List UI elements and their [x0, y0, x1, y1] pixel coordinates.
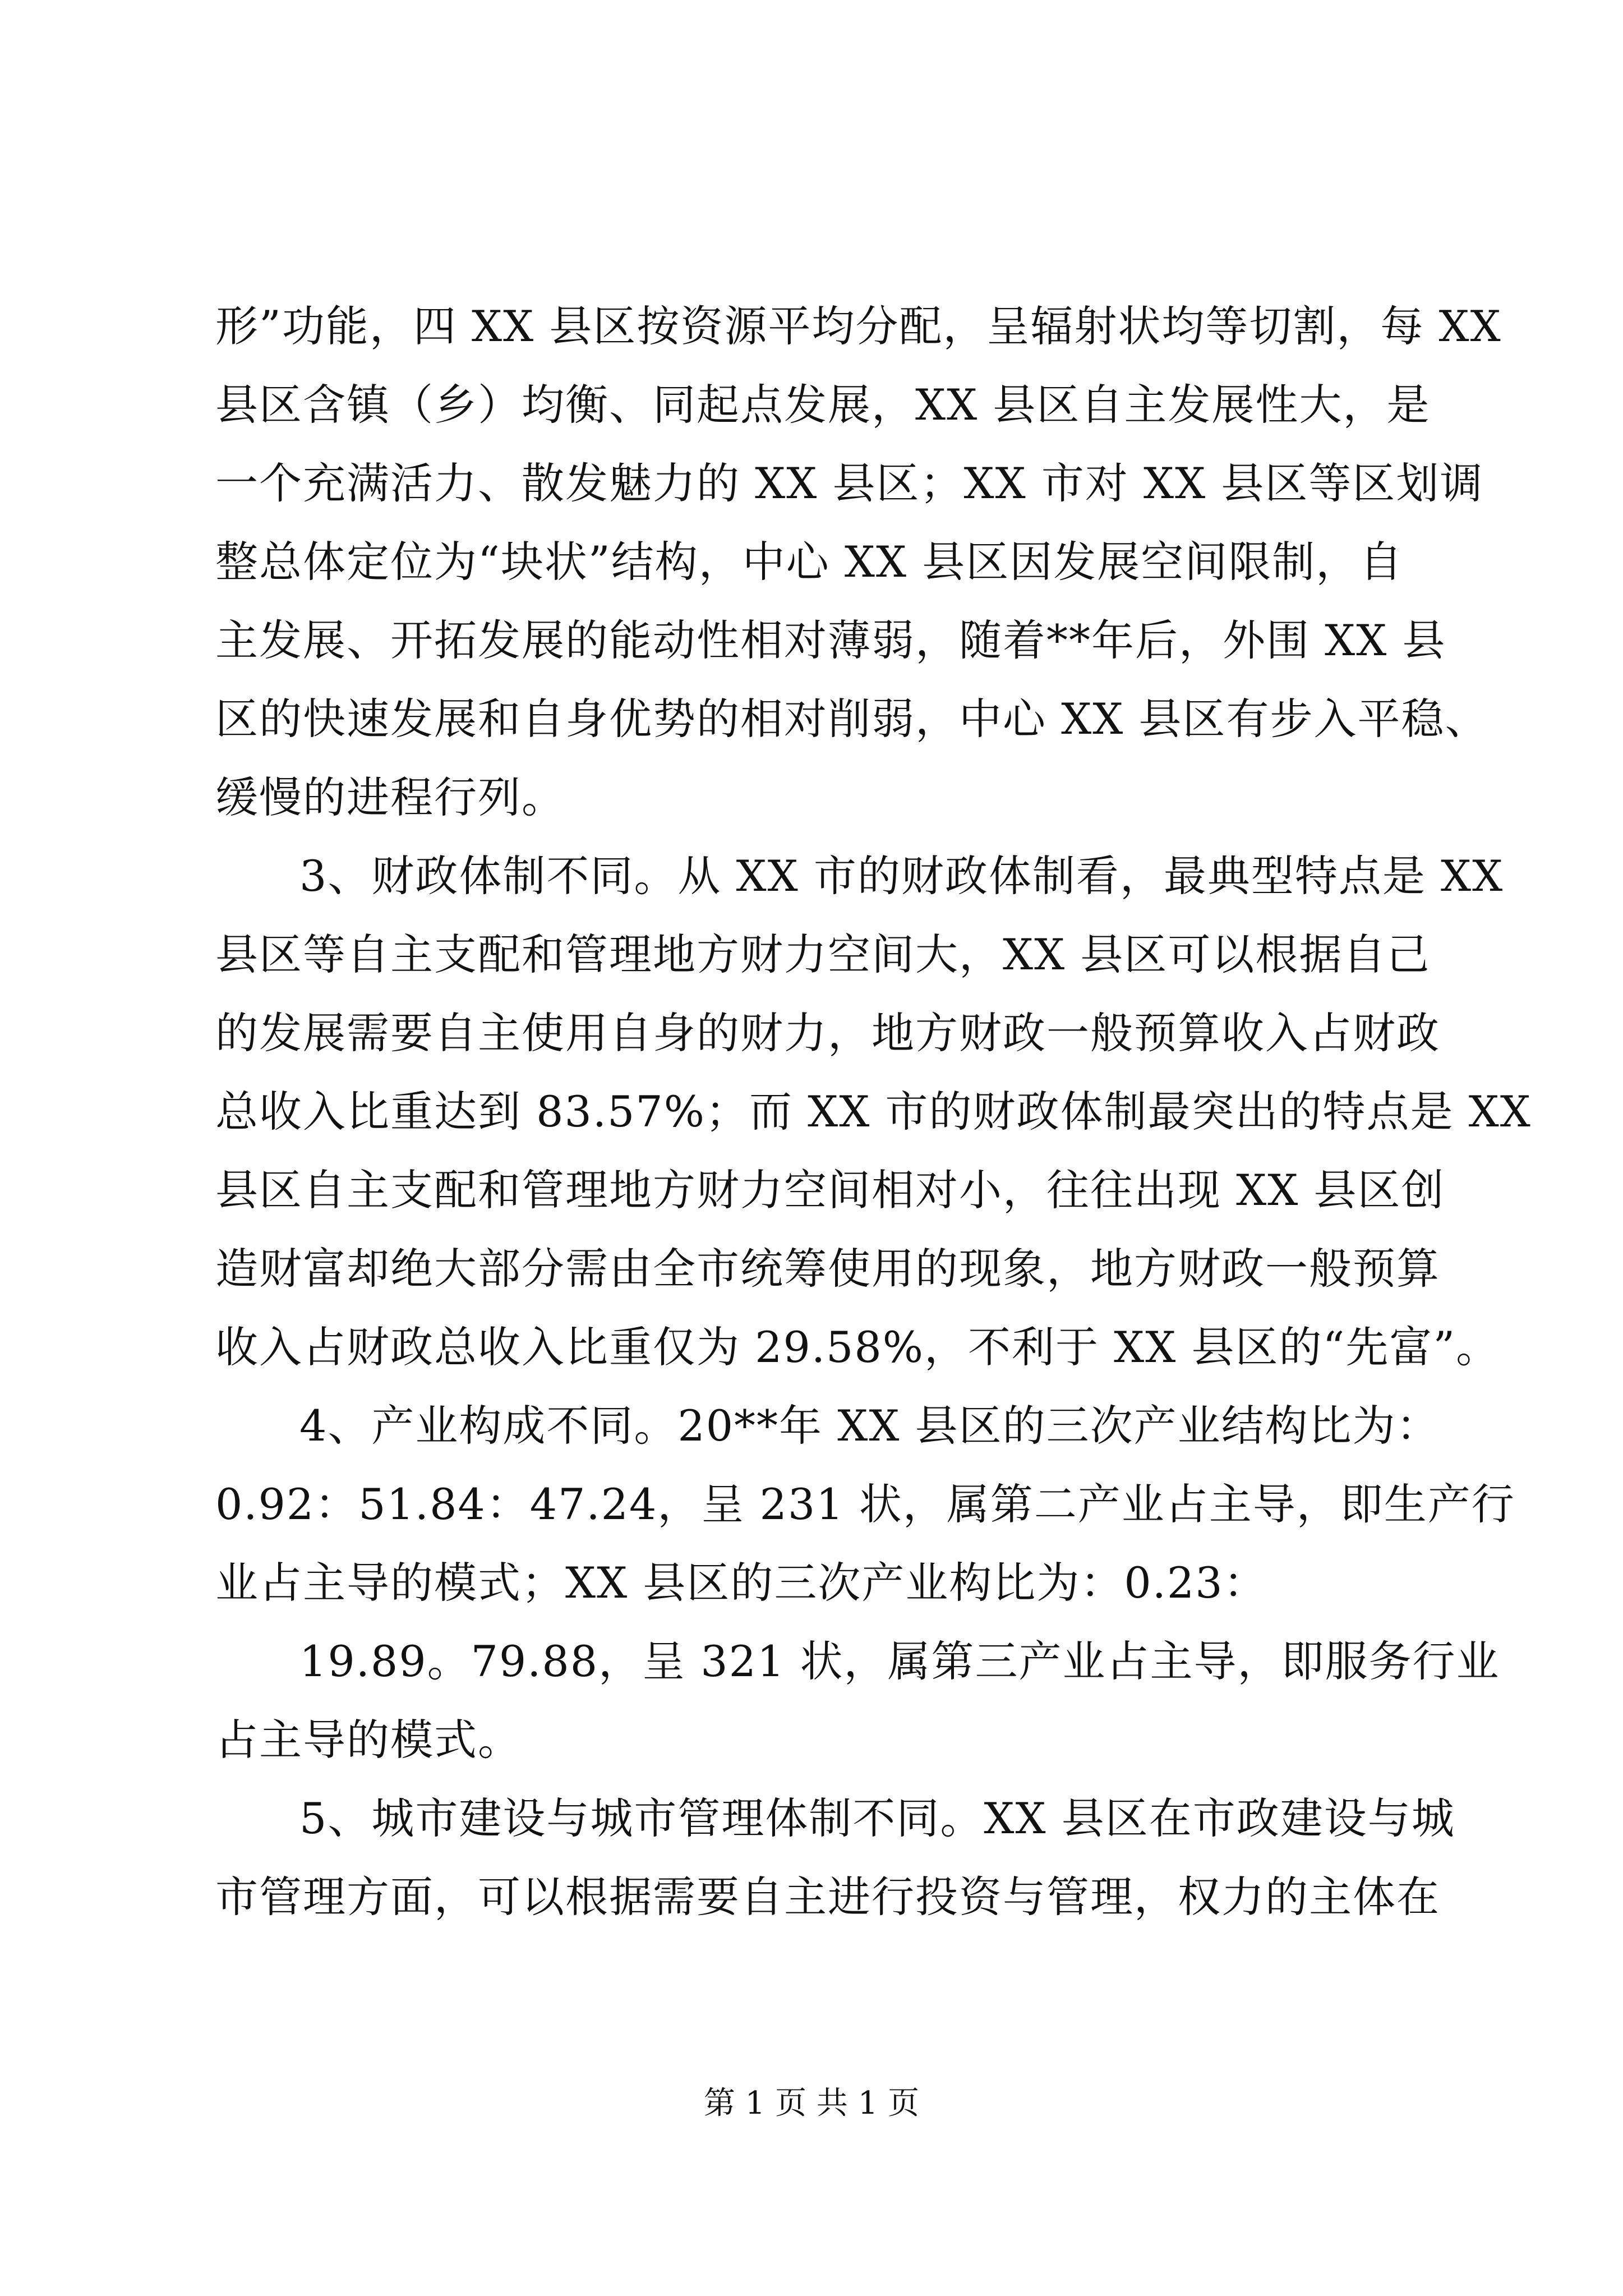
- text-line: 一个充满活力、散发魅力的 XX 县区；XX 市对 XX 县区等区划调: [215, 458, 1484, 508]
- page-footer: 第 1 页 共 1 页: [703, 2085, 920, 2122]
- text-line: 业占主导的模式；XX 县区的三次产业构比为：0.23：: [215, 1558, 1267, 1608]
- text-line: 市管理方面，可以根据需要自主进行投资与管理，权力的主体在: [215, 1872, 1440, 1922]
- text-line: 造财富却绝大部分需由全市统筹使用的现象，地方财政一般预算: [215, 1244, 1440, 1294]
- paragraph-start-line: 5、城市建设与城市管理体制不同。XX 县区在市政建设与城: [299, 1793, 1455, 1843]
- text-line: 区的快速发展和自身优势的相对削弱，中心 XX 县区有步入平稳、: [215, 694, 1489, 744]
- text-line: 主发展、开拓发展的能动性相对薄弱，随着**年后，外围 XX 县: [215, 615, 1446, 665]
- text-line: 的发展需要自主使用自身的财力，地方财政一般预算收入占财政: [215, 1008, 1440, 1058]
- text-line: 形”功能，四 XX 县区按资源平均分配，呈辐射状均等切割，每 XX: [215, 301, 1502, 351]
- paragraph-start-line: 19.89。79.88，呈 321 状，属第三产业占主导，即服务行业: [299, 1636, 1500, 1686]
- text-line: 收入占财政总收入比重仅为 29.58%，不利于 XX 县区的“先富”。: [215, 1322, 1500, 1372]
- text-line: 县区等自主支配和管理地方财力空间大，XX 县区可以根据自己: [215, 930, 1431, 979]
- text-line: 0.92：51.84：47.24，呈 231 状，属第二产业占主导，即生产行: [215, 1479, 1515, 1529]
- text-line: 县区自主支配和管理地方财力空间相对小，往往出现 XX 县区创: [215, 1165, 1445, 1215]
- text-line: 总收入比重达到 83.57%；而 XX 市的财政体制最突出的特点是 XX: [215, 1087, 1532, 1137]
- text-line: 缓慢的进程行列。: [215, 772, 565, 822]
- paragraph-start-line: 3、财政体制不同。从 XX 市的财政体制看，最典型特点是 XX: [299, 851, 1504, 901]
- text-line: 整总体定位为“块状”结构，中心 XX 县区因发展空间限制，自: [215, 537, 1404, 587]
- paragraph-start-line: 4、产业构成不同。20**年 XX 县区的三次产业结构比为：: [299, 1401, 1440, 1451]
- text-line: 县区含镇（乡）均衡、同起点发展，XX 县区自主发展性大，是: [215, 380, 1431, 430]
- text-line: 占主导的模式。: [215, 1715, 522, 1765]
